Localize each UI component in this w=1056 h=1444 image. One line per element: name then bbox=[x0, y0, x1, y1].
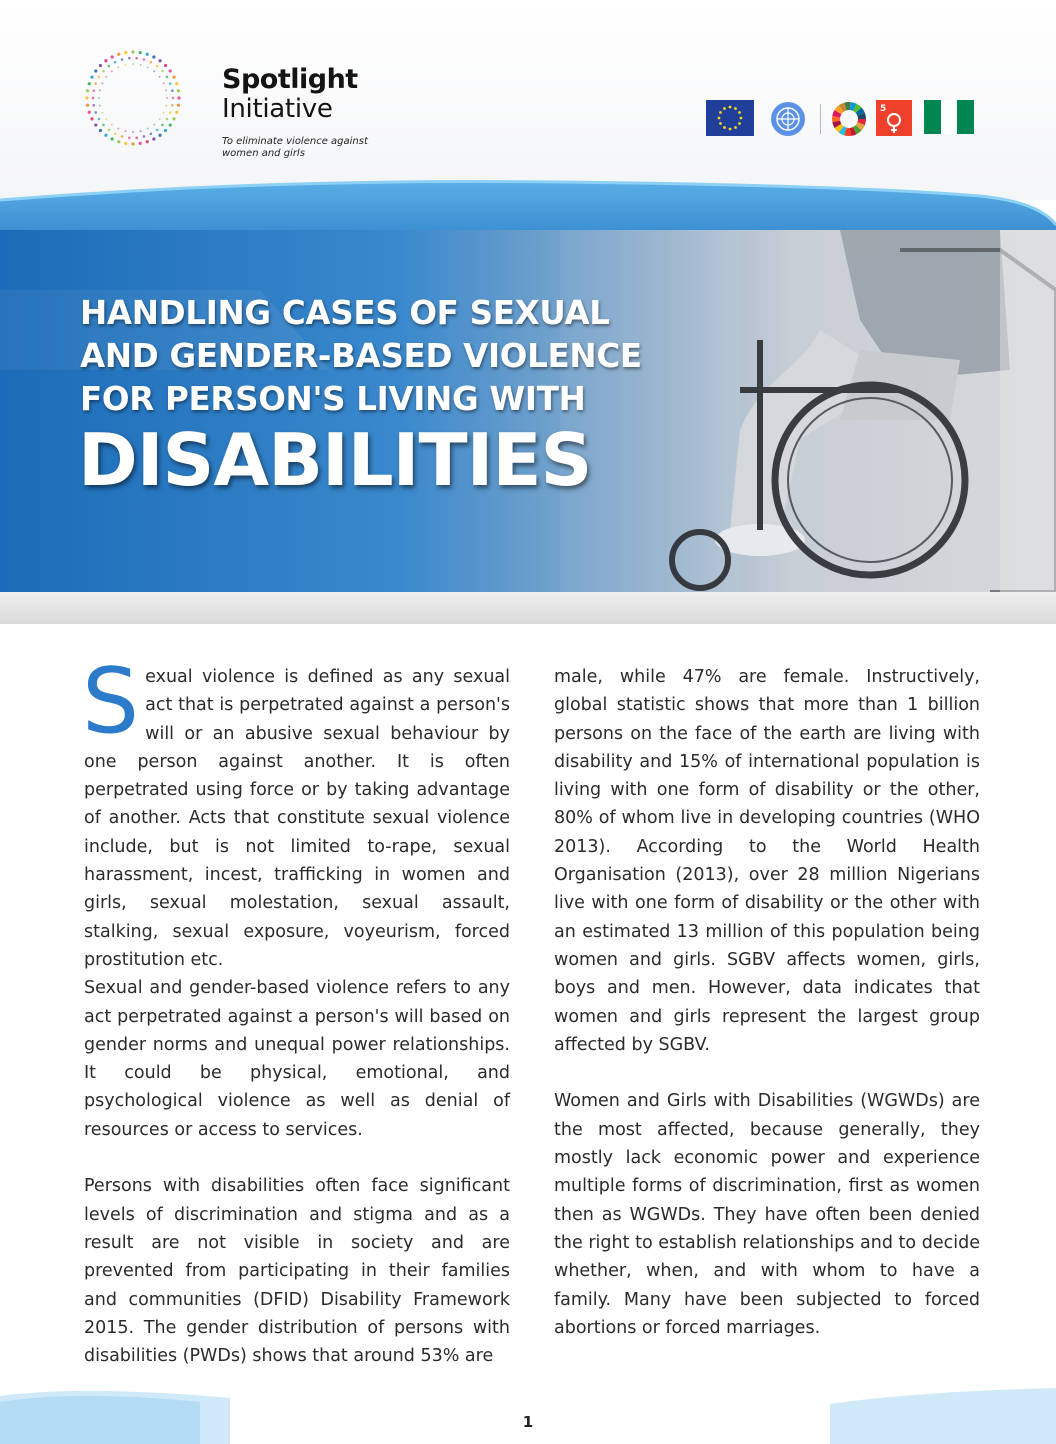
sdg-wheel-icon bbox=[830, 100, 868, 138]
paragraph-persons-with-disabilities: Persons with disabilities often face significant levels of discrimination and stigma and as a result are not visible in society and are prevented from participating in their families and communities (DFID) Disability Framework 2015. The gender distribution of persons with disabilities (PWDs) shows that around 53% are bbox=[84, 1176, 510, 1367]
right-column bbox=[554, 663, 980, 1342]
hero-bottom-band bbox=[0, 592, 1056, 624]
svg-text:5: 5 bbox=[880, 104, 887, 114]
footer-wave bbox=[0, 1380, 1056, 1444]
drop-cap: S bbox=[82, 649, 140, 754]
page-number: 1 bbox=[522, 1413, 534, 1431]
sdg5-gender-equality-icon bbox=[876, 100, 912, 136]
nigeria-flag-icon bbox=[924, 100, 974, 134]
hero-title-line: AND GENDER-BASED VIOLENCE bbox=[80, 337, 642, 375]
paragraph-text: exual violence is defined as any sexual act that is perpetrated against a person's will or an abusive sexual behaviour by one person against another. It is often perpetrated using force or by taking advantage of another. Acts that constitute sexual violence include, but is not limited to-rape, sexual harassment, incest, trafficking in women and girls, sexual molestation, sexual assault, stalking, sexual exposure, voyeurism, forced prostitution etc. bbox=[84, 667, 510, 970]
hero-big-word: DISABILITIES bbox=[78, 418, 592, 502]
paragraph-statistics: male, while 47% are female. Instructively, global statistic shows that more than 1 billion persons on the face of the earth are living with disability and 15% of international population is living with one form of disability or the other, 80% of whom live in developing countries (WHO 2013). According to the World Health Organisation (2013), over 28 million Nigerians live with one form of disability or the other with an estimated 13 million of this population being women and girls. SGBV affects women, girls, boys and men. However, data indicates that women and girls represent the largest group affected by SGBV. bbox=[554, 667, 980, 1055]
un-emblem-icon bbox=[766, 100, 810, 138]
brand-name: Spotlight bbox=[222, 64, 358, 95]
left-column bbox=[82, 649, 510, 1370]
spotlight-ring-logo-icon bbox=[78, 38, 188, 158]
brand-subtitle: Initiative bbox=[222, 94, 333, 124]
hero-title bbox=[80, 292, 680, 421]
hero-title-line: HANDLING CASES OF SEXUAL bbox=[80, 294, 610, 332]
eu-flag-icon bbox=[706, 100, 754, 136]
partner-separator bbox=[820, 104, 821, 134]
paragraph-sexual-violence-definition bbox=[82, 649, 510, 974]
hero-title-line: FOR PERSON'S LIVING WITH bbox=[80, 380, 586, 418]
brand-tagline: To eliminate violence against women and girls bbox=[222, 136, 368, 159]
paragraph-wgwds: Women and Girls with Disabilities (WGWDs) are the most affected, because generally, they mostly lack economic power and experience multiple forms of discrimination, first as women then as WGWDs. They have often been denied the right to establish relationships and to decide whether, when, and with whom to have a family. Many have been subjected to forced abortions or forced marriages. bbox=[554, 1091, 980, 1338]
paragraph-sgbv-definition: Sexual and gender-based violence refers to any act perpetrated against a person's will based on gender norms and unequal power relationships. It could be physical, emotional, and psychological violence as well as denial of resources or access to services. bbox=[84, 978, 510, 1140]
